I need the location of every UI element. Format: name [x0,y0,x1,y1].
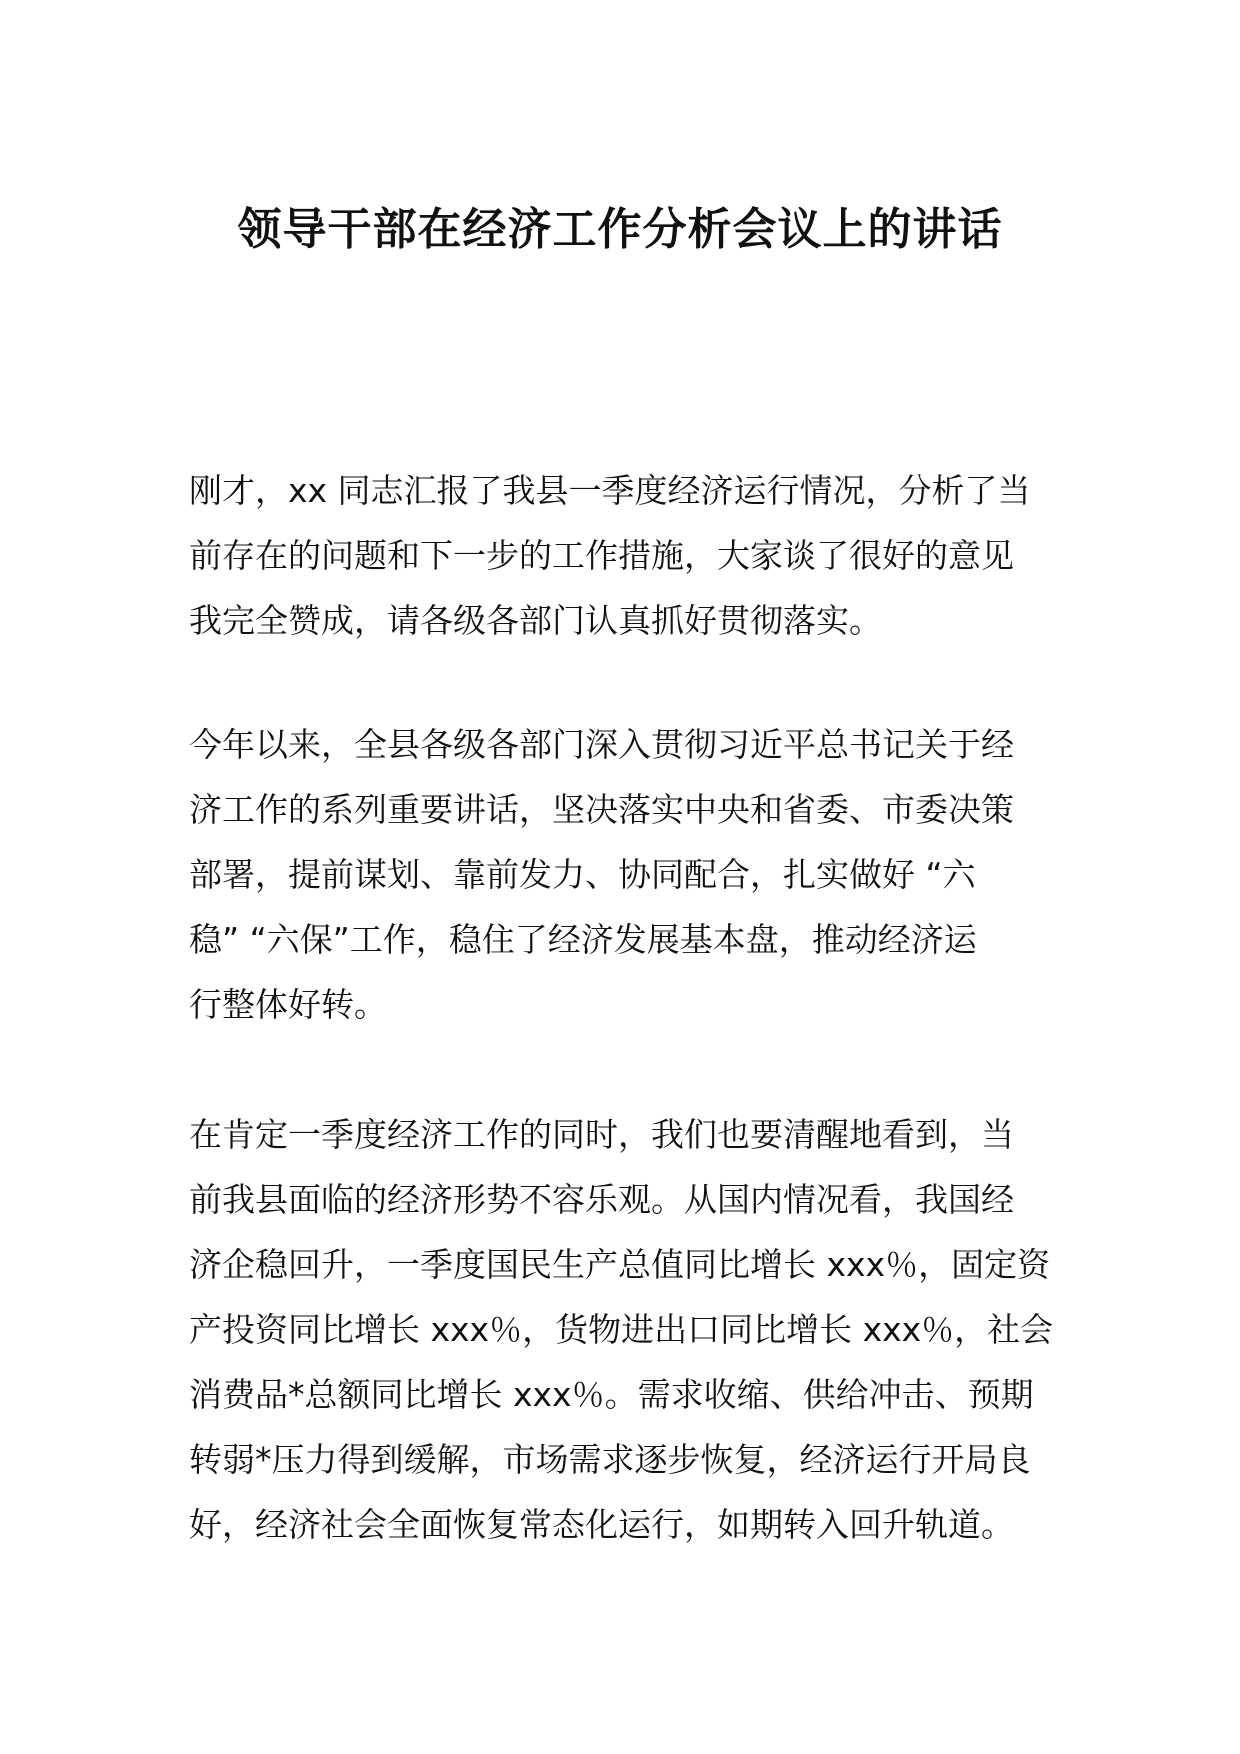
paragraph-line: 前我县面临的经济形势不容乐观。从国内情况看，我国经 [189,1180,1014,1219]
document-title: 领导干部在经济工作分析会议上的讲话 [237,204,1003,255]
paragraph-line: 在肯定一季度经济工作的同时，我们也要清醒地看到，当 [189,1115,1014,1154]
paragraph-line: 好，经济社会全面恢复常态化运行，如期转入回升轨道。 [189,1505,1014,1544]
paragraph-line: 前存在的问题和下一步的工作措施，大家谈了很好的意见 [189,536,1014,575]
paragraph-line: 济工作的系列重要讲话，坚决落实中央和省委、市委决策 [189,790,1014,829]
paragraph-line: 部署，提前谋划、靠前发力、协同配合，扎实做好 “六 [189,855,976,894]
paragraph-line: 我完全赞成，请各级各部门认真抓好贯彻落实。 [189,601,882,640]
paragraph-2 [189,712,1059,1037]
paragraph-line: 行整体好转。 [189,985,387,1024]
paragraph-line: 消费品*总额同比增长 xxx％。需求收缩、供给冲击、预期 [189,1375,1034,1414]
paragraph-line: 今年以来，全县各级各部门深入贯彻习近平总书记关于经 [189,725,1014,764]
paragraph-1 [189,458,1059,653]
paragraph-line: 济企稳回升，一季度国民生产总值同比增长 xxx％，固定资 [189,1245,1051,1284]
paragraph-3 [189,1102,1059,1557]
paragraph-line: 转弱*压力得到缓解，市场需求逐步恢复，经济运行开局良 [189,1440,1031,1479]
paragraph-line: 产投资同比增长 xxx％，货物进出口同比增长 xxx％，社会 [189,1310,1054,1349]
paragraph-line: 刚才，xx 同志汇报了我县一季度经济运行情况，分析了当 [189,471,1031,510]
paragraph-line: 稳” “六保”工作，稳住了经济发展基本盘，推动经济运 [189,920,977,959]
